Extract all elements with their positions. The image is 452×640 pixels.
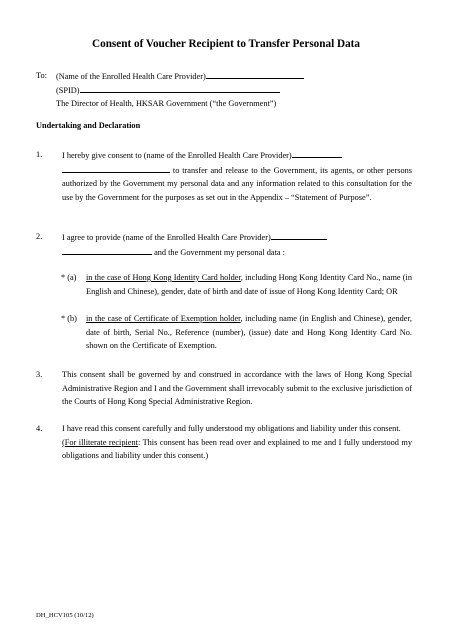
illiterate-label: (For illiterate recipient [62,437,138,447]
document-title: Consent of Voucher Recipient to Transfer Personal Data [92,38,360,50]
sub-clause-b-condition: in the case of Certificate of Exemption holder [86,314,241,323]
spid-blank[interactable] [80,83,280,93]
sub-clause-a-condition: in the case of Hong Kong Identity Card holder [86,273,241,282]
sub-clause-a-text: , including Hong Kong Identity Card No., name (in English and Chinese), gender, date of birth and date of issue of Hong Kong Identity Card; OR [86,273,412,296]
clause-2 [36,230,412,259]
sub-clause-b-text: , including name (in English and Chinese), gender, date of birth, Serial No., Reference (number), (issue) date and Hong Kong Identity Card No. shown on the Certificate of Exemption. [86,314,412,350]
clause-4-text: I have read this consent carefully and fully understood my obligations and liability under this consent. [62,424,401,433]
form-code: DH_HCV105 (10/12) [36,612,94,619]
clause-number: 1. [36,150,43,159]
clause-1-provider-blank-2[interactable] [62,163,170,173]
clause-4 [36,422,412,463]
clause-3 [36,368,412,409]
clause-2-provider-blank[interactable] [271,230,327,240]
provider-name-blank[interactable] [206,69,304,79]
section-heading: Undertaking and Declaration [36,121,141,130]
sub-clause-a [62,271,412,298]
clause-3-text: This consent shall be governed by and construed in accordance with the laws of Hong Kong Special Administrative Region and I and the Government shall irrevocably submit to the exclusive jurisdiction of the Courts of Hong Kong Special Administrative Region. [62,370,412,406]
provider-name-label: (Name of the Enrolled Health Care Provider) [56,72,206,81]
clause-number: 2. [36,232,43,241]
clause-number: 3. [36,370,43,379]
clause-1-text-b: to transfer and release to the Government, its agents, or other persons authorized by the Government my personal data and any information related to this consultation for the use by the Government for the purposes as set out in the Appendix – “Statement of Purpose”. [62,165,412,202]
sub-clause-mark: * (b) [61,314,77,323]
to-label: To: [36,71,47,80]
clause-2-provider-blank-2[interactable] [62,245,152,255]
sub-clause-mark: * (a) [61,273,77,282]
sub-clause-b [62,312,412,353]
illiterate-text: : This consent has been read over and explained to me and I fully understood my obligations and liability under this consent.) [62,437,412,460]
clause-1-provider-blank[interactable] [292,148,342,158]
director-line: The Director of Health, HKSAR Government (“the Government”) [56,99,277,108]
clause-number: 4. [36,424,43,433]
clause-1 [36,148,412,204]
clause-2-text-b: and the Government my personal data : [154,247,285,257]
spid-label: (SPID) [56,86,80,95]
clause-1-text-a: I hereby give consent to (name of the Enrolled Health Care Provider) [62,151,292,160]
clause-2-text-a: I agree to provide (name of the Enrolled Health Care Provider) [62,233,271,242]
